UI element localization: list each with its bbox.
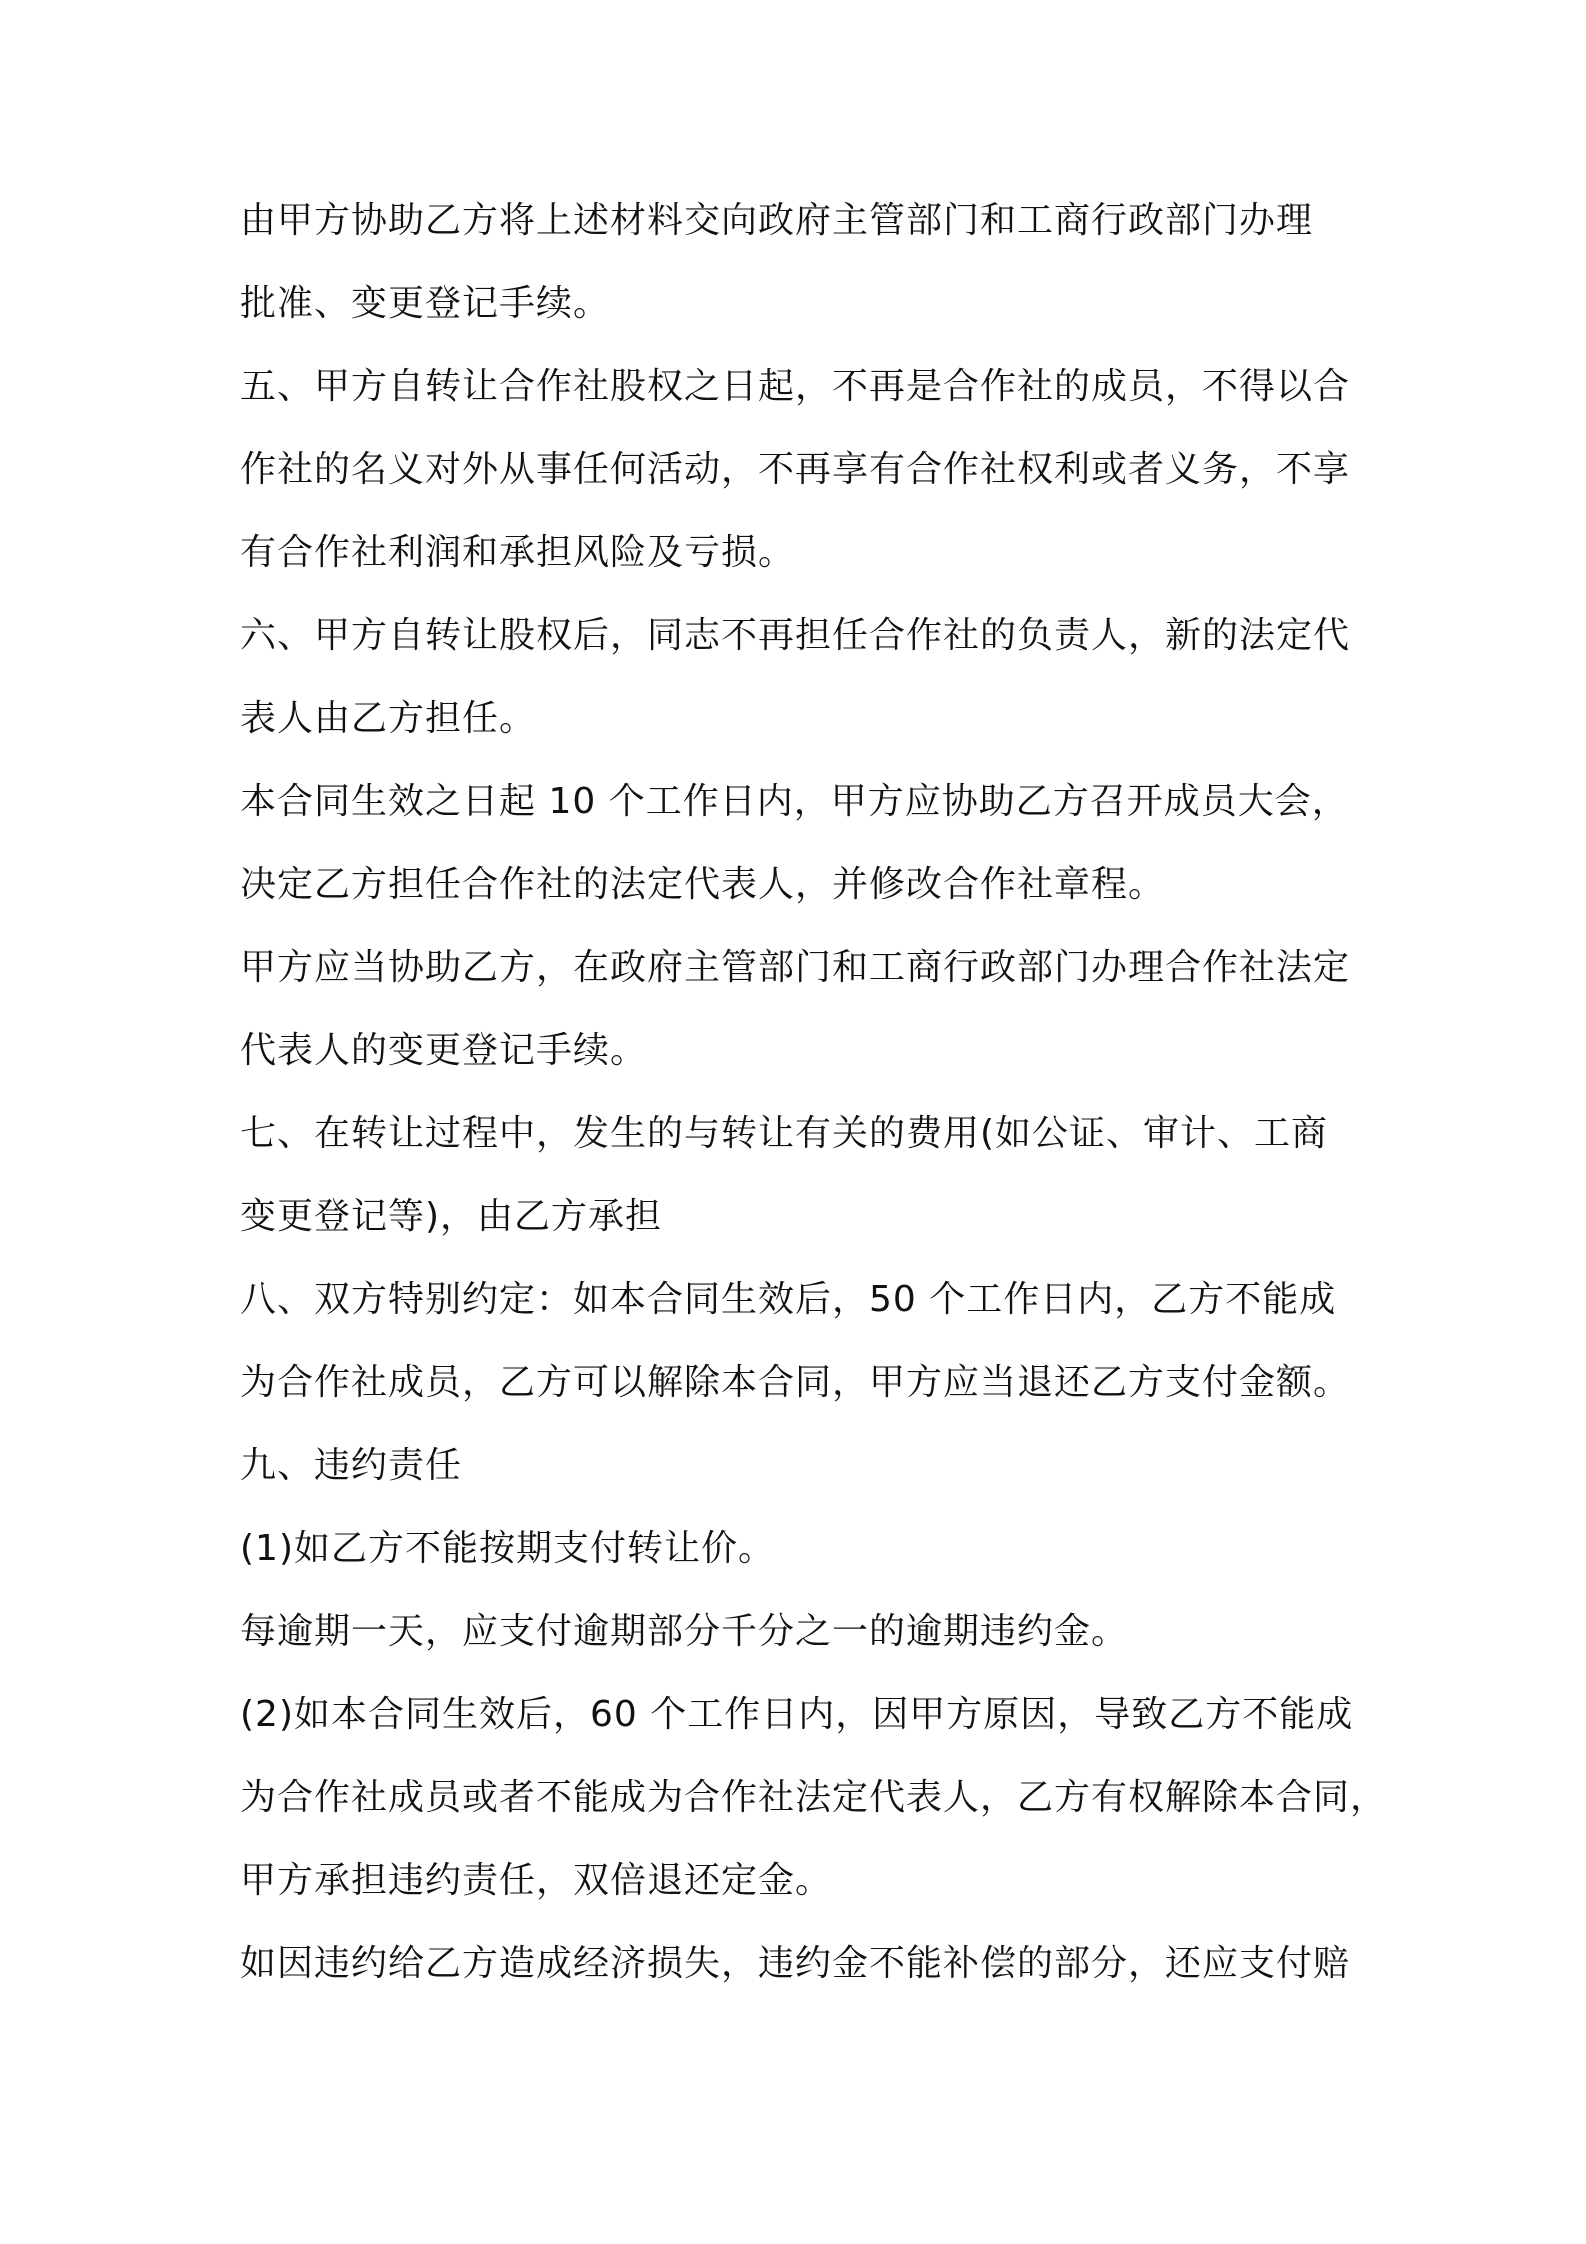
text-line: 六、甲方自转让股权后，同志不再担任合作社的负责人，新的法定代 (240, 615, 1351, 656)
text-line: 由甲方协助乙方将上述材料交向政府主管部门和工商行政部门办理 (240, 200, 1314, 241)
text-line: 甲方应当协助乙方，在政府主管部门和工商行政部门办理合作社法定 (240, 947, 1351, 988)
text-line: 决定乙方担任合作社的法定代表人，并修改合作社章程。 (240, 864, 1166, 905)
text-line: 八、双方特别约定：如本合同生效后，50 个工作日内，乙方不能成 (240, 1279, 1337, 1320)
text-line: 九、违约责任 (240, 1445, 463, 1486)
text-line: (1)如乙方不能按期支付转让价。 (240, 1528, 775, 1569)
text-line: 为合作社成员，乙方可以解除本合同，甲方应当退还乙方支付金额。 (240, 1362, 1351, 1403)
text-line: 代表人的变更登记手续。 (240, 1030, 648, 1071)
text-line: 每逾期一天，应支付逾期部分千分之一的逾期违约金。 (240, 1611, 1129, 1652)
text-line: 变更登记等)，由乙方承担 (240, 1196, 663, 1237)
text-line: 有合作社利润和承担风险及亏损。 (240, 532, 796, 573)
text-line: 批准、变更登记手续。 (240, 283, 611, 324)
text-line: 甲方承担违约责任，双倍退还定金。 (240, 1860, 833, 1901)
document-body (240, 198, 1388, 2024)
text-line: 为合作社成员或者不能成为合作社法定代表人，乙方有权解除本合同， (240, 1777, 1388, 1818)
text-line: 七、在转让过程中，发生的与转让有关的费用(如公证、审计、工商 (240, 1113, 1329, 1154)
text-line: 如因违约给乙方造成经济损失，违约金不能补偿的部分，还应支付赔 (240, 1943, 1351, 1984)
text-line: 五、甲方自转让合作社股权之日起，不再是合作社的成员，不得以合 (240, 366, 1351, 407)
text-line: 表人由乙方担任。 (240, 698, 537, 739)
text-line: (2)如本合同生效后，60 个工作日内，因甲方原因，导致乙方不能成 (240, 1694, 1354, 1735)
text-line: 本合同生效之日起 10 个工作日内，甲方应协助乙方召开成员大会， (240, 781, 1349, 822)
text-line: 作社的名义对外从事任何活动，不再享有合作社权利或者义务，不享 (240, 449, 1351, 490)
